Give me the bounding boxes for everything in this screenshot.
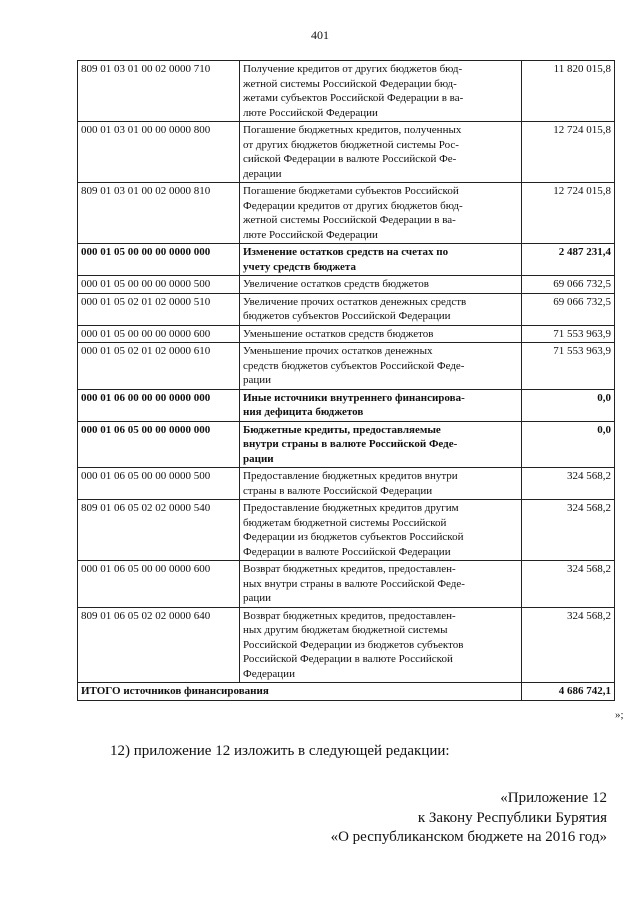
amount-cell: 324 568,2 [522,468,615,500]
source-name-cell: Бюджетные кредиты, предоставляемые внутри страны в валюте Российской Феде- рации [240,421,522,468]
source-name-cell: Иные источники внутреннего финансирова- ния дефицита бюджетов [240,389,522,421]
amount-cell: 69 066 732,5 [522,276,615,294]
source-name-cell: Увеличение остатков средств бюджетов [240,276,522,294]
appendix-law-title: «О республиканском бюджете на 2016 год» [330,829,607,845]
table-body [78,61,615,683]
total-label: ИТОГО источников финансирования [78,683,522,701]
budget-code-cell: 000 01 06 05 00 00 0000 600 [78,561,240,608]
table-row [78,122,615,183]
amount-cell: 2 487 231,4 [522,244,615,276]
budget-code-cell: 809 01 06 05 02 02 0000 540 [78,500,240,561]
source-name-cell: Погашение бюджетных кредитов, полученных от других бюджетов бюджетной системы Рос- сийской Федерации в валюте Российской Фе- дерации [240,122,522,183]
budget-code-cell: 000 01 05 00 00 00 0000 600 [78,325,240,343]
amount-cell: 324 568,2 [522,500,615,561]
appendix-title: «Приложение 12 [500,790,607,806]
amount-cell: 0,0 [522,421,615,468]
source-name-cell: Уменьшение прочих остатков денежных средств бюджетов субъектов Российской Феде- рации [240,343,522,390]
source-name-cell: Изменение остатков средств на счетах по учету средств бюджета [240,244,522,276]
budget-code-cell: 000 01 06 05 00 00 0000 500 [78,468,240,500]
table-row [78,468,615,500]
source-name-cell: Погашение бюджетами субъектов Российской Федерации кредитов от других бюджетов бюд- жетной системы Российской Федерации в ва- люте Российской Федерации [240,183,522,244]
table-row [78,244,615,276]
table-row [78,500,615,561]
budget-code-cell: 809 01 03 01 00 02 0000 810 [78,183,240,244]
budget-code-cell: 000 01 05 02 01 02 0000 610 [78,343,240,390]
amount-cell: 0,0 [522,389,615,421]
amount-cell: 71 553 963,9 [522,325,615,343]
amount-cell: 69 066 732,5 [522,293,615,325]
table-row [78,325,615,343]
total-row [78,683,615,701]
budget-code-cell: 809 01 03 01 00 02 0000 710 [78,61,240,122]
source-name-cell: Возврат бюджетных кредитов, предоставлен- ных внутри страны в валюте Российской Феде- рации [240,561,522,608]
table-row [78,607,615,683]
table-row [78,276,615,294]
amount-cell: 12 724 015,8 [522,183,615,244]
budget-code-cell: 000 01 03 01 00 00 0000 800 [78,122,240,183]
source-name-cell: Предоставление бюджетных кредитов другим бюджетам бюджетной системы Российской Федерации из бюджетов субъектов Российской Федерации в валюте Российской Федерации [240,500,522,561]
table-row [78,61,615,122]
table-row [78,183,615,244]
amount-cell: 71 553 963,9 [522,343,615,390]
table-row [78,421,615,468]
table-row [78,389,615,421]
source-name-cell: Получение кредитов от других бюджетов бюд- жетной системы Российской Федерации бюд- жетами субъектов Российской Федерации в ва- люте Российской Федерации [240,61,522,122]
budget-code-cell: 000 01 05 02 01 02 0000 510 [78,293,240,325]
budget-code-cell: 000 01 05 00 00 00 0000 000 [78,244,240,276]
closing-quote-mark: »; [615,709,624,721]
amount-cell: 324 568,2 [522,561,615,608]
appendix-law-reference: к Закону Республики Бурятия [417,810,607,826]
budget-code-cell: 809 01 06 05 02 02 0000 640 [78,607,240,683]
source-name-cell: Увеличение прочих остатков денежных средств бюджетов субъектов Российской Федерации [240,293,522,325]
amount-cell: 11 820 015,8 [522,61,615,122]
table-row [78,293,615,325]
budget-code-cell: 000 01 06 00 00 00 0000 000 [78,389,240,421]
table-row [78,561,615,608]
total-amount: 4 686 742,1 [522,683,615,701]
source-name-cell: Предоставление бюджетных кредитов внутри страны в валюте Российской Федерации [240,468,522,500]
source-name-cell: Уменьшение остатков средств бюджетов [240,325,522,343]
source-name-cell: Возврат бюджетных кредитов, предоставлен- ных другим бюджетам бюджетной системы Российской Федерации из бюджетов субъектов Российской Федерации в валюте Российской Федерации [240,607,522,683]
amendment-paragraph: 12) приложение 12 изложить в следующей редакции: [110,743,450,759]
financing-sources-table [77,60,615,701]
page-number: 401 [311,28,329,42]
amount-cell: 324 568,2 [522,607,615,683]
table-row [78,343,615,390]
amount-cell: 12 724 015,8 [522,122,615,183]
budget-code-cell: 000 01 05 00 00 00 0000 500 [78,276,240,294]
budget-code-cell: 000 01 06 05 00 00 0000 000 [78,421,240,468]
